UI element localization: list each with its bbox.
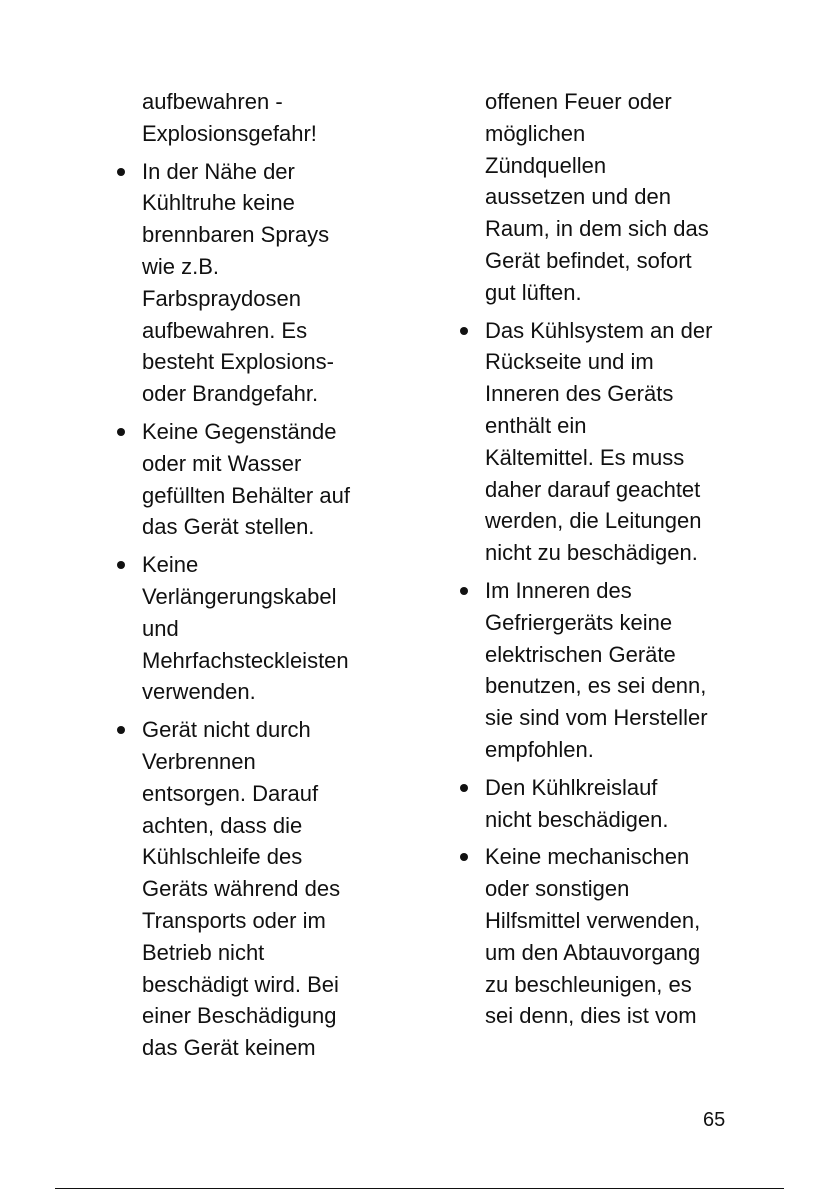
- right-bullet-list: [485, 315, 785, 1033]
- list-item: Gerät nicht durch Verbrennen entsorgen. Darauf achten, dass die Kühlschleife des Geräts während des Transports oder im Betrieb nicht beschädigt wird. Bei einer Beschädigung das Gerät keinem: [142, 714, 442, 1064]
- page-number: 65: [703, 1109, 726, 1131]
- list-item: In der Nähe der Kühltruhe keine brennbaren Sprays wie z.B. Farbspraydosen aufbewahren. Es besteht Explosions- oder Brandgefahr.: [142, 156, 442, 410]
- footer-divider: [55, 1188, 784, 1189]
- list-item: Keine Verlängerungskabel und Mehrfachsteckleisten verwenden.: [142, 549, 442, 708]
- list-item: Das Kühlsystem an der Rückseite und im Inneren des Geräts enthält ein Kältemittel. Es muss daher darauf geachtet werden, die Leitungen nicht zu beschädigen.: [485, 315, 785, 569]
- list-item: Keine mechanischen oder sonstigen Hilfsmittel verwenden, um den Abtauvorgang zu beschleunigen, es sei denn, dies ist vom: [485, 841, 785, 1032]
- right-continuation-text: offenen Feuer oder möglichen Zündquellen aussetzen und den Raum, in dem sich das Gerät befindet, sofort gut lüften.: [485, 89, 709, 305]
- left-bullet-list: [142, 156, 442, 1064]
- left-column: [142, 86, 442, 1064]
- list-item: Den Kühlkreislauf nicht beschädigen.: [485, 772, 785, 836]
- right-column: [485, 86, 785, 1032]
- left-continuation-text: aufbewahren - Explosionsgefahr!: [142, 89, 317, 146]
- list-item: Im Inneren des Gefriergeräts keine elektrischen Geräte benutzen, es sei denn, sie sind vom Hersteller empfohlen.: [485, 575, 785, 766]
- list-item: Keine Gegenstände oder mit Wasser gefüllten Behälter auf das Gerät stellen.: [142, 416, 442, 543]
